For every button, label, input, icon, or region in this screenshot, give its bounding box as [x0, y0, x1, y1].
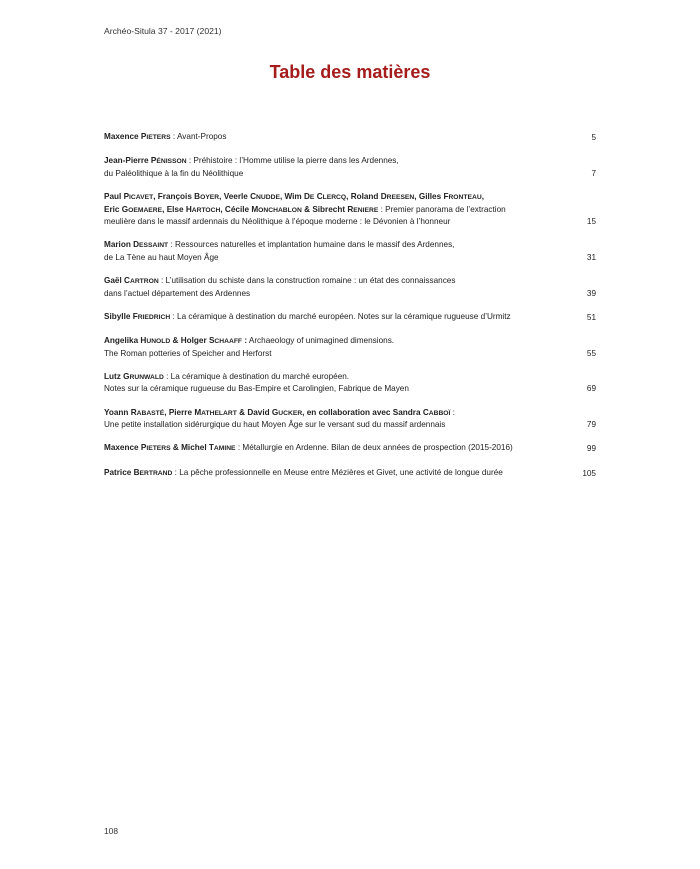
- toc-entry-line: [104, 371, 569, 384]
- toc-entry-line: [104, 348, 569, 360]
- toc-entry-line: [104, 168, 569, 180]
- toc-entry[interactable]: [104, 191, 596, 228]
- toc-entry-line: [104, 216, 569, 228]
- toc-entry-title: : Métallurgie en Ardenne. Bilan de deux années de prospection (2015-2016): [235, 443, 513, 453]
- running-header: Archéo-Situla 37 - 2017 (2021): [104, 26, 222, 36]
- toc-entry-line: [104, 288, 569, 300]
- toc-entry[interactable]: [104, 467, 596, 480]
- toc-entry-page-number: 69: [586, 384, 596, 394]
- toc-entry-title: : Avant-Propos: [170, 132, 227, 141]
- toc-entry-line: [104, 311, 569, 324]
- toc-entry-authors: Angelika HUNOLD & Holger SCHAAFF :: [104, 336, 248, 346]
- toc-entry-title: Une petite installation sidérurgique du haut Moyen Âge sur le versant sud du massif ardennais: [104, 420, 446, 430]
- toc-entry-title: : La céramique à destination du marché européen. Notes sur la céramique rugueuse d’Urmitz: [170, 311, 511, 321]
- toc-entry-page-number: 99: [586, 444, 596, 454]
- toc-entry-authors: Lutz GRUNWALD: [104, 371, 164, 381]
- toc-entry-text: [104, 311, 569, 324]
- toc-entry-line: [104, 419, 569, 431]
- toc-entry-page-number: 31: [586, 252, 596, 262]
- toc-entry-page-number: 55: [586, 348, 596, 358]
- toc-entry[interactable]: [104, 407, 596, 431]
- toc-entry-title: : Préhistoire : l’Homme utilise la pierre dans les Ardennes,: [186, 156, 399, 166]
- toc-entry-line: [104, 275, 569, 288]
- toc-entry-title: The Roman potteries of Speicher and Herforst: [104, 348, 272, 358]
- toc-entry-authors: Gaël CARTRON: [104, 276, 159, 286]
- toc-entry-title: dans l’actuel département des Ardennes: [104, 288, 251, 298]
- toc-entry-title: : L’utilisation du schiste dans la construction romaine : un état des connaissances: [158, 276, 456, 286]
- toc-entry-title: du Paléolithique à la fin du Néolithique: [104, 168, 244, 178]
- toc-entry[interactable]: [104, 131, 596, 144]
- toc-entry-authors: Maxence PIETERS & Michel TAMINE: [104, 443, 236, 453]
- toc-entry-text: [104, 467, 569, 480]
- toc-entry-line: [104, 252, 569, 264]
- toc-entry-line: [104, 383, 569, 395]
- table-of-contents: [104, 131, 596, 491]
- toc-entry-text: [104, 442, 569, 455]
- toc-entry-title: : Ressources naturelles et implantation humaine dans le massif des Ardennes,: [168, 240, 455, 250]
- toc-entry[interactable]: [104, 155, 596, 179]
- toc-entry-text: [104, 239, 569, 263]
- toc-entry-page-number: 79: [586, 420, 596, 430]
- toc-entry-authors: Patrice BERTRAND: [104, 467, 173, 477]
- toc-entry-page-number: 5: [591, 133, 596, 142]
- toc-entry[interactable]: [104, 335, 596, 359]
- toc-entry-authors: Eric GOEMAERE, Else HARTOCH, Cécile MONCHABLON & Sibrecht RENIERE: [104, 204, 379, 214]
- toc-entry-page-number: 105: [582, 468, 596, 478]
- toc-entry[interactable]: [104, 371, 596, 395]
- toc-entry-title: : Premier panorama de l’extraction: [378, 204, 506, 214]
- toc-entry-page-number: 7: [591, 168, 596, 178]
- toc-entry-page-number: 15: [586, 217, 596, 227]
- toc-entry[interactable]: [104, 275, 596, 299]
- toc-entry-title: meulière dans le massif ardennais du Néolithique à l’époque moderne : le Dévonien à l’honneur: [104, 217, 451, 227]
- toc-entry-authors: Jean-Pierre PÉNISSON: [104, 156, 187, 166]
- toc-entry-text: [104, 407, 569, 431]
- toc-entry-title: :: [450, 407, 455, 417]
- toc-entry-authors: Marion DESSAINT: [104, 240, 169, 250]
- toc-entry-title: : La pêche professionnelle en Meuse entre Mézières et Givet, une activité de longue durée: [172, 467, 503, 477]
- toc-entry-text: [104, 131, 569, 144]
- toc-entry-line: [104, 155, 569, 168]
- toc-entry-line: [104, 204, 569, 217]
- toc-entry-page-number: 39: [586, 288, 596, 298]
- page-number: 108: [104, 826, 118, 836]
- toc-entry-title: Notes sur la céramique rugueuse du Bas-Empire et Carolingien, Fabrique de Mayen: [104, 384, 409, 394]
- toc-entry-line: [104, 335, 569, 348]
- toc-entry-authors: Maxence PIETERS: [104, 132, 171, 141]
- toc-entry-text: [104, 155, 569, 179]
- toc-entry[interactable]: [104, 442, 596, 455]
- toc-entry-line: [104, 191, 569, 204]
- toc-entry-line: [104, 239, 569, 252]
- toc-entry-line: [104, 442, 569, 455]
- toc-entry-authors: Paul PICAVET, François BOYER, Veerle CNUDDE, Wim DE CLERCQ, Roland DREESEN, Gilles FRONTEAU,: [104, 191, 484, 201]
- toc-entry[interactable]: [104, 311, 596, 324]
- toc-entry[interactable]: [104, 239, 596, 263]
- toc-entry-authors: Yoann RABASTÉ, Pierre MATHELART & David GUCKER, en collaboration avec Sandra CABBOÏ: [104, 407, 451, 417]
- toc-entry-line: [104, 131, 569, 144]
- toc-entry-line: [104, 407, 569, 420]
- toc-entry-text: [104, 275, 569, 299]
- page-title: Table des matières: [269, 62, 431, 82]
- toc-entry-authors: Sibylle FRIEDRICH: [104, 311, 171, 321]
- toc-entry-text: [104, 191, 569, 228]
- toc-entry-line: [104, 467, 569, 480]
- toc-entry-text: [104, 335, 569, 359]
- toc-entry-title: : La céramique à destination du marché européen.: [163, 371, 350, 381]
- toc-entry-text: [104, 371, 569, 395]
- toc-entry-title: de La Tène au haut Moyen Âge: [104, 252, 219, 262]
- toc-entry-title: Archaeology of unimagined dimensions.: [247, 336, 395, 346]
- toc-entry-page-number: 51: [586, 312, 596, 322]
